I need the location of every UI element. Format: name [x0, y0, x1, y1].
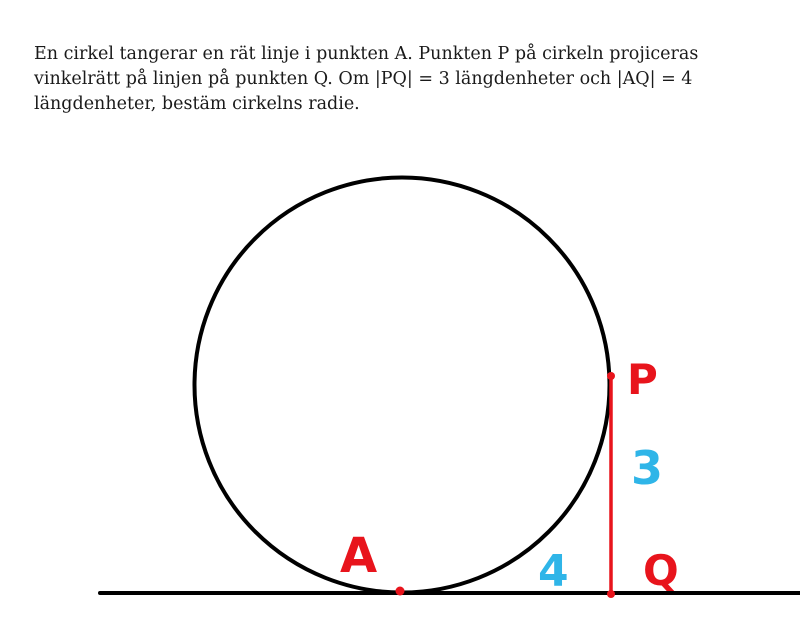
- label-p: P: [627, 355, 658, 404]
- label-q: Q: [643, 546, 679, 595]
- label-a: A: [340, 528, 378, 584]
- problem-line-1: En cirkel tangerar en rät linje i punkten A. Punkten P på cirkeln projiceras: [34, 44, 699, 64]
- point-p: [607, 372, 615, 380]
- circle: [195, 178, 610, 593]
- label-pq-length: 3: [631, 441, 664, 495]
- problem-line-3: längdenheter, bestäm cirkelns radie.: [34, 94, 360, 114]
- point-a: [396, 587, 405, 596]
- point-q: [607, 590, 615, 598]
- label-aq-length: 4: [538, 546, 569, 597]
- problem-line-2: vinkelrätt på linjen på punkten Q. Om |PQ| = 3 längdenheter och |AQ| = 4: [34, 69, 693, 89]
